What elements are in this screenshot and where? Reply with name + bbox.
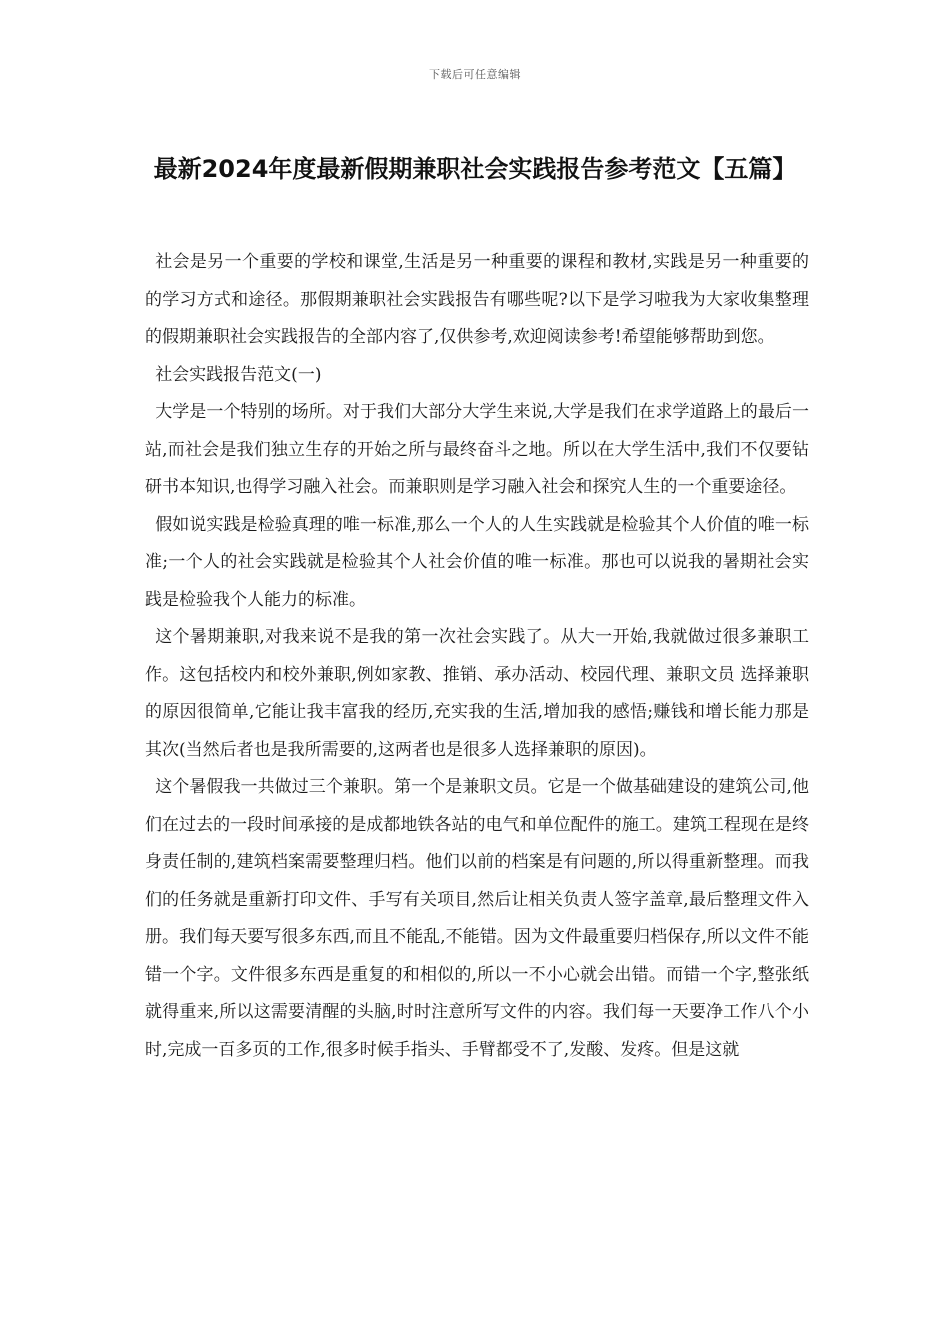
document-title: 最新2024年度最新假期兼职社会实践报告参考范文【五篇】 xyxy=(153,155,797,183)
paragraph: 大学是一个特别的场所。对于我们大部分大学生来说,大学是我们在求学道路上的最后一站,而社会是我们独立生存的开始之所与最终奋斗之地。所以在大学生活中,我们不仅要钻研书本知识,也得学习融入社会。而兼职则是学习融入社会和探究人生的一个重要途径。 xyxy=(145,402,809,497)
document-body xyxy=(145,244,809,1069)
paragraph: 这个暑期兼职,对我来说不是我的第一次社会实践了。从大一开始,我就做过很多兼职工作。这包括校内和校外兼职,例如家教、推销、承办活动、校园代理、兼职文员 选择兼职的原因很简单,它能让我丰富我的经历,充实我的生活,增加我的感悟;赚钱和增长能力那是其次(当然后者也是我所需要的,这两者也是很多人选择兼职的原因)。 xyxy=(145,627,809,760)
paragraph-intro: 社会是另一个重要的学校和课堂,生活是另一种重要的课程和教材,实践是另一种重要的的学习方式和途径。那假期兼职社会实践报告有哪些呢?以下是学习啦我为大家收集整理的假期兼职社会实践报告的全部内容了,仅供参考,欢迎阅读参考!希望能够帮助到您。 xyxy=(145,252,809,347)
paragraph: 假如说实践是检验真理的唯一标准,那么一个人的人生实践就是检验其个人价值的唯一标准;一个人的社会实践就是检验其个人社会价值的唯一标准。那也可以说我的暑期社会实践是检验我个人能力的标准。 xyxy=(145,514,809,610)
section-heading: 社会实践报告范文(一) xyxy=(155,364,322,385)
paragraph: 这个暑假我一共做过三个兼职。第一个是兼职文员。它是一个做基础建设的建筑公司,他们在过去的一段时间承接的是成都地铁各站的电气和单位配件的施工。建筑工程现在是终身责任制的,建筑档案需要整理归档。他们以前的档案是有问题的,所以得重新整理。而我们的任务就是重新打印文件、手写有关项目,然后让相关负责人签字盖章,最后整理文件入册。我们每天要写很多东西,而且不能乱,不能错。因为文件最重要归档保存,所以文件不能错一个字。文件很多东西是重复的和相似的,所以一不小心就会出错。而错一个字,整张纸就得重来,所以这需要清醒的头脑,时时注意所写文件的内容。我们每一天要净工作八个小时,完成一百多页的工作,很多时候手指头、手臂都受不了,发酸、发疼。但是这就 xyxy=(145,777,809,1060)
page-header-note: 下载后可任意编辑 xyxy=(429,68,521,81)
